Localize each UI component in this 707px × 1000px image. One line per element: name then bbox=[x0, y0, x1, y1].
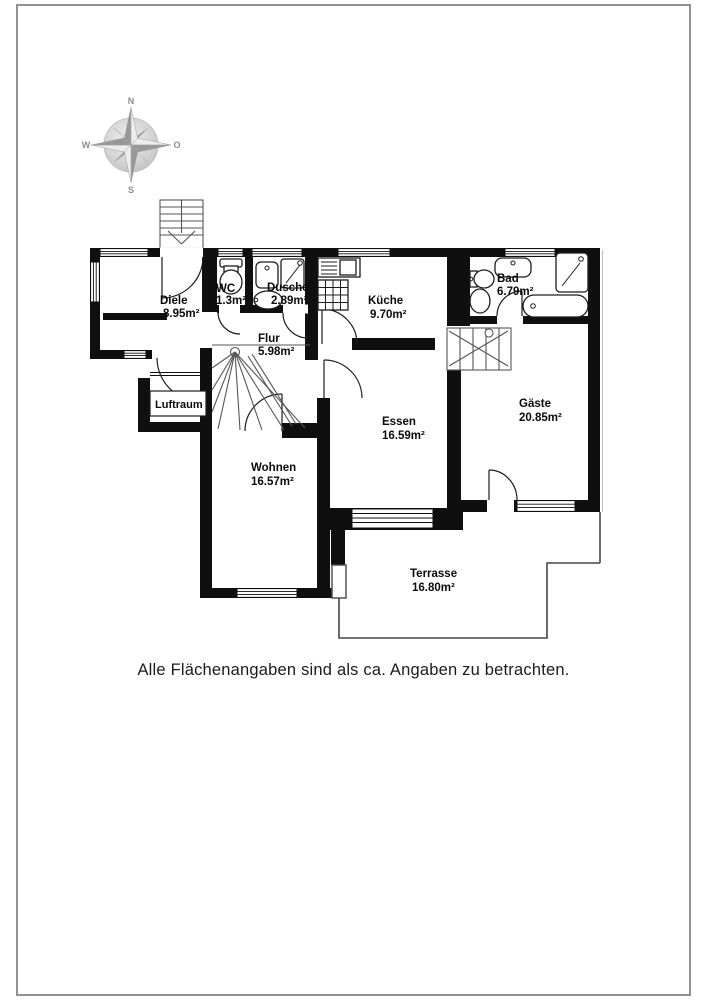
exterior-staircase bbox=[160, 200, 203, 248]
room-label-diele: Diele bbox=[160, 295, 188, 307]
kitchen-counter bbox=[318, 258, 360, 310]
room-label-terrasse: Terrasse bbox=[410, 568, 458, 580]
luftraum-label-box bbox=[150, 391, 206, 416]
room-area-terrasse: 16.80m² bbox=[412, 582, 455, 594]
room-label-essen: Essen bbox=[382, 416, 416, 428]
room-label-gaeste: Gäste bbox=[519, 398, 551, 410]
room-area-wohnen: 16.57m² bbox=[251, 476, 294, 488]
compass-label-east: O bbox=[173, 140, 181, 150]
room-label-kueche: Küche bbox=[368, 295, 404, 307]
room-area-diele: 8.95m² bbox=[163, 308, 200, 320]
room-area-flur: 5.98m² bbox=[258, 346, 295, 358]
room-area-wc: 1.3m² bbox=[216, 295, 247, 307]
room-area-gaeste: 20.85m² bbox=[519, 412, 562, 424]
compass-label-north: N bbox=[127, 96, 135, 106]
room-label-flur: Flur bbox=[258, 333, 280, 345]
disclaimer-text: Alle Flächenangaben sind als ca. Angaben zu betrachten. bbox=[137, 661, 570, 679]
room-area-bad: 6.79m² bbox=[497, 286, 534, 298]
compass-label-west: W bbox=[81, 140, 91, 150]
room-area-dusche: 2.89m² bbox=[271, 295, 308, 307]
room-label-bad: Bad bbox=[497, 273, 519, 285]
room-label-wc: WC bbox=[216, 283, 236, 295]
bad-fixtures bbox=[469, 253, 588, 317]
compass-rose bbox=[82, 96, 181, 195]
gaeste-steps bbox=[447, 328, 511, 370]
room-label-luftraum: Luftraum bbox=[155, 399, 203, 411]
room-label-dusche: Dusche bbox=[267, 282, 309, 294]
room-label-wohnen: Wohnen bbox=[251, 462, 297, 474]
room-area-kueche: 9.70m² bbox=[370, 309, 407, 321]
compass-label-south: S bbox=[127, 185, 135, 195]
room-area-essen: 16.59m² bbox=[382, 430, 425, 442]
